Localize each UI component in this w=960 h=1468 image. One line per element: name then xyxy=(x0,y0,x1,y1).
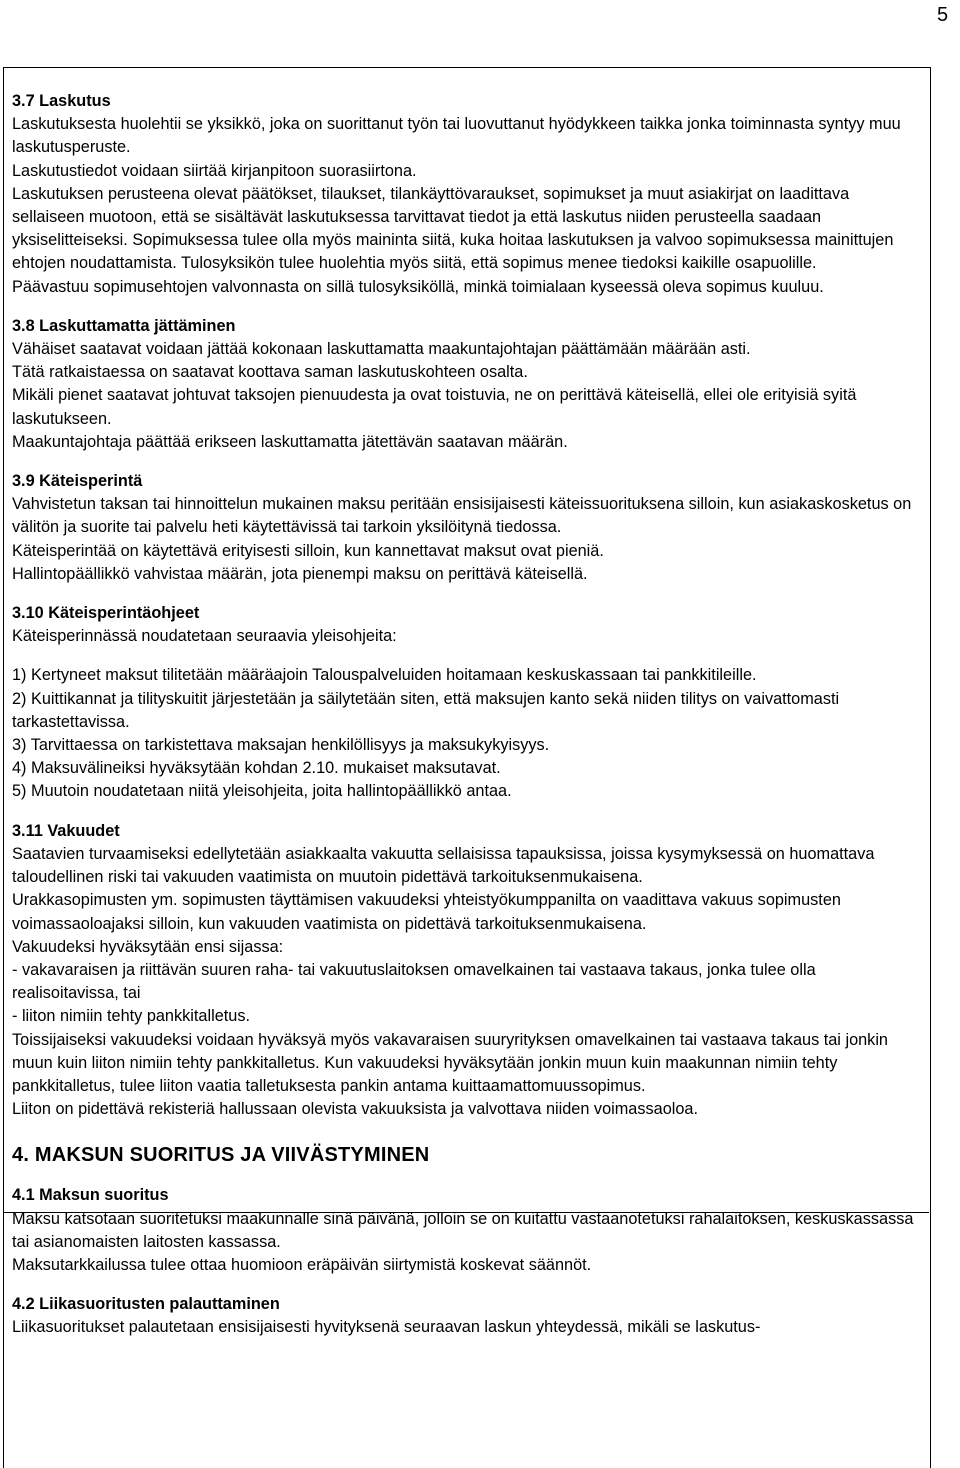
list-item: 4) Maksuvälineiksi hyväksytään kohdan 2.10. mukaiset maksutavat. xyxy=(12,759,501,778)
section-heading-4-1: 4.1 Maksun suoritus xyxy=(12,1186,169,1205)
paragraph: Mikäli pienet saatavat johtuvat taksojen pienuudesta ja ovat toistuvia, ne on perittävä käteisellä, ellei ole erityisiä syitä laskutukseen. xyxy=(12,386,857,428)
paragraph: Laskutustiedot voidaan siirtää kirjanpitoon suorasiirtona. xyxy=(12,161,417,180)
paragraph: Liikasuoritukset palautetaan ensisijaisesti hyvityksenä seuraavan laskun yhteydessä, mikäli se laskutus- xyxy=(12,1318,761,1337)
section-heading-3-9: 3.9 Käteisperintä xyxy=(12,472,143,491)
paragraph: Maakuntajohtaja päättää erikseen laskuttamatta jätettävän saatavan määrän. xyxy=(12,432,568,451)
section-heading-3-11: 3.11 Vakuudet xyxy=(12,821,120,840)
section-heading-3-8: 3.8 Laskuttamatta jättäminen xyxy=(12,316,236,335)
paragraph: Tätä ratkaistaessa on saatavat koottava saman laskutuskohteen osalta. xyxy=(12,363,528,382)
section-divider xyxy=(3,1212,929,1213)
paragraph: Vakuudeksi hyväksytään ensi sijassa: xyxy=(12,937,284,956)
document-body xyxy=(12,90,917,1340)
paragraph: Toissijaiseksi vakuudeksi voidaan hyväksyä myös vakavaraisen suuryrityksen omavelkainen tai vastaava takaus tai jonkin muun kuin liiton nimiin tehty pankkitalletus. Kun vakuudeksi hyväksytään jonkin muun kuin maakunnan nimiin tehty pankkitalletus, tulee liiton vaatia talletuksesta pankin antama kuittaamattomuussopimus. xyxy=(12,1030,888,1095)
paragraph: Hallintopäällikkö vahvistaa määrän, jota pienempi maksu on perittävä käteisellä. xyxy=(12,564,588,583)
section-heading-3-10: 3.10 Käteisperintäohjeet xyxy=(12,604,200,623)
list-item: 1) Kertyneet maksut tilitetään määräajoin Talouspalveluiden hoitamaan keskuskassaan tai pankkitileille. xyxy=(12,666,757,685)
paragraph: - liiton nimiin tehty pankkitalletus. xyxy=(12,1007,250,1026)
paragraph: Päävastuu sopimusehtojen valvonnasta on sillä tulosyksiköllä, minkä toimialaan kyseessä oleva sopimus kuuluu. xyxy=(12,277,824,296)
paragraph: Maksu katsotaan suoritetuksi maakunnalle sinä päivänä, jolloin se on kuitattu vastaanotetuksi rahalaitoksen, keskuskassassa tai asianomaisten laitosten kassassa. xyxy=(12,1209,914,1251)
list-item: 2) Kuittikannat ja tilityskuitit järjestetään ja säilytetään siten, että maksujen kanto sekä niiden tilitys on vaivattomasti tarkastettavissa. xyxy=(12,689,840,731)
paragraph: Vahvistetun taksan tai hinnoittelun mukainen maksu peritään ensisijaisesti käteissuorituksena silloin, kun asiakaskosketus on välitön ja suorite tai palvelu heti käytettävissä tai tarkoin yksilöitynä tiedossa. xyxy=(12,495,912,537)
paragraph: Laskutuksen perusteena olevat päätökset, tilaukset, tilankäyttövaraukset, sopimukset ja muut asiakirjat on laadittava sellaiseen muotoon, että se sisältävät laskutuksessa tarvittavat tiedot ja että laskutus niiden perusteella saadaan yksiselitteiseksi. Sopimuksessa tulee olla myös maininta siitä, kuka hoitaa laskutuksen ja valvoo sopimuksessa mainittujen ehtojen noudattamista. Tulosyksikön tulee huolehtia myös siitä, että sopimus menee tiedoksi kaikille osapuolille. xyxy=(12,184,894,273)
section-heading-4-2: 4.2 Liikasuoritusten palauttaminen xyxy=(12,1295,280,1314)
paragraph: Liiton on pidettävä rekisteriä hallussaan olevista vakuuksista ja valvottava niiden voimassaoloa. xyxy=(12,1100,699,1119)
paragraph: Käteisperintää on käytettävä erityisesti silloin, kun kannettavat maksut ovat pieniä. xyxy=(12,541,604,560)
paragraph: Maksutarkkailussa tulee ottaa huomioon eräpäivän siirtymistä koskevat säännöt. xyxy=(12,1255,592,1274)
paragraph: Urakkasopimusten ym. sopimusten täyttämisen vakuudeksi yhteistyökumppanilta on vaadittava vakuus sopimusten voimassaoloajaksi silloin, kun vakuuden vaatimista on pidettävä tarkoituksenmukaisena. xyxy=(12,891,841,933)
paragraph: Laskutuksesta huolehtii se yksikkö, joka on suorittanut työn tai luovuttanut hyödykkeen taikka jonka toiminnasta syntyy muu laskutusperuste. xyxy=(12,115,901,157)
paragraph: Saatavien turvaamiseksi edellytetään asiakkaalta vakuutta sellaisissa tapauksissa, joissa kysymyksessä on huomattava taloudellinen riski tai vakuuden vaatimista on muutoin pidettävä tarkoituksenmukaisena. xyxy=(12,844,875,887)
list-item: 3) Tarvittaessa on tarkistettava maksajan henkilöllisyys ja maksukykyisyys. xyxy=(12,736,550,755)
paragraph: Käteisperinnässä noudatetaan seuraavia yleisohjeita: xyxy=(12,627,397,646)
list-item: 5) Muutoin noudatetaan niitä yleisohjeita, joita hallintopäällikkö antaa. xyxy=(12,782,512,801)
section-heading-3-7: 3.7 Laskutus xyxy=(12,92,111,110)
chapter-heading-4: 4. MAKSUN SUORITUS JA VIIVÄSTYMINEN xyxy=(12,1144,430,1167)
paragraph: Vähäiset saatavat voidaan jättää kokonaan laskuttamatta maakuntajohtajan päättämään määrään asti. xyxy=(12,340,751,359)
paragraph: - vakavaraisen ja riittävän suuren raha- tai vakuutuslaitoksen omavelkainen tai vastaava takaus, jonka tulee olla realisoitavissa, tai xyxy=(12,960,816,1003)
page-number: 5 xyxy=(937,4,949,26)
